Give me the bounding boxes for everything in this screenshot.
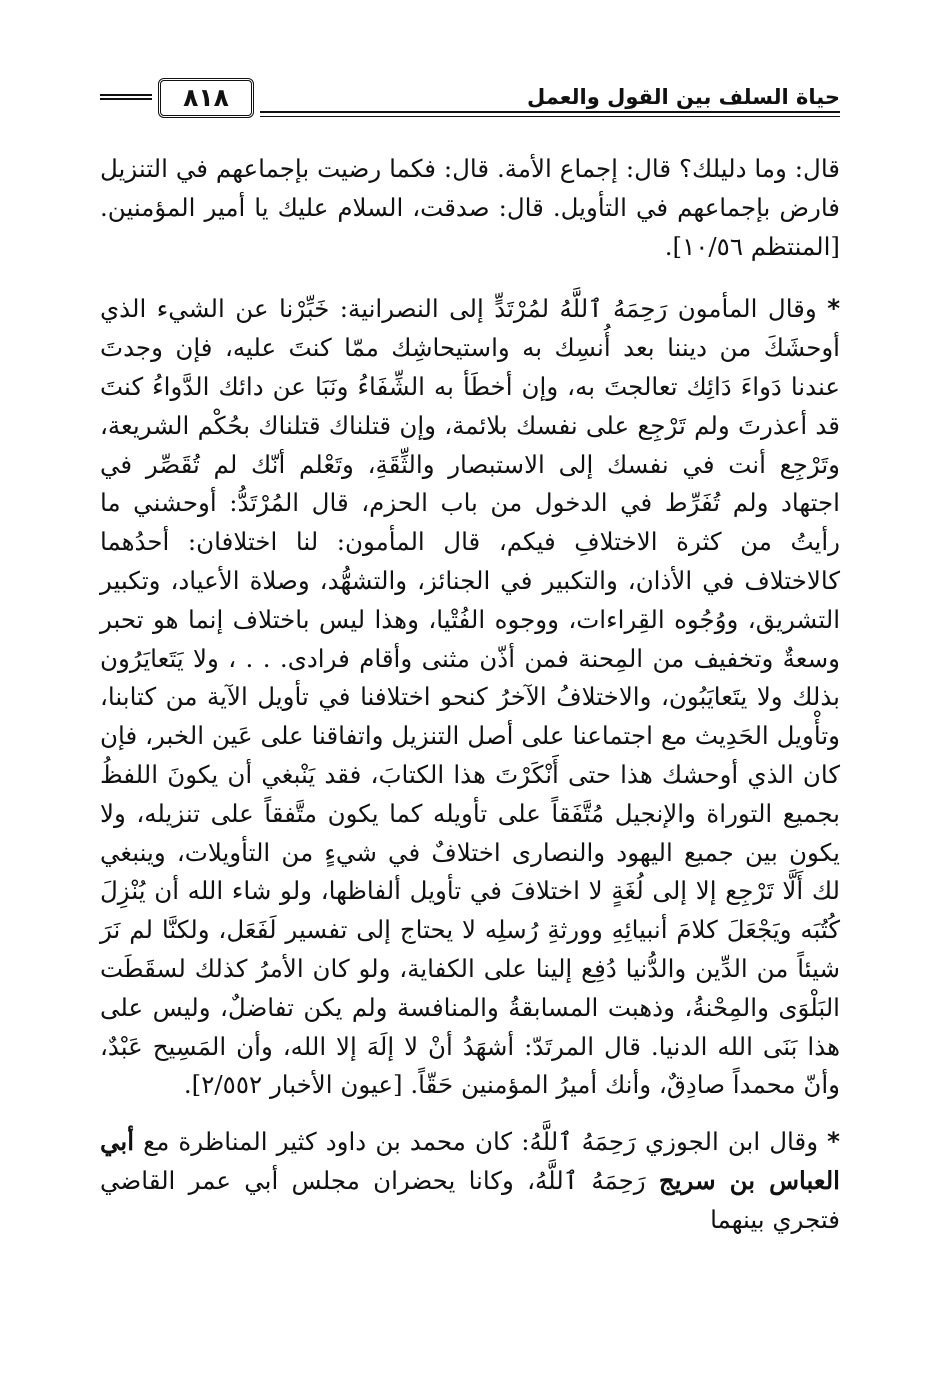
paragraph-3-text-b: رَحِمَهُ ٱللَّهُ، وكانا يحضران مجلس أبي عمر القاضي فتجري بينهما	[100, 1165, 840, 1234]
paragraph-1-text: قال: وما دليلك؟ قال: إجماع الأمة. قال: فكما رضيت بإجماعهم في التنزيل فارض بإجماعهم في التأويل. قال: صدقت، السلام عليك يا أمير المؤمنين.	[100, 154, 840, 222]
header-rule	[260, 111, 840, 117]
paragraph-3	[100, 1123, 840, 1239]
paragraph-2-text: وقال المأمون رَحِمَهُ ٱللَّهُ لمُرْتَدٍّ إلى النصرانية: خَبِّرْنا عن الشيء الذي أوحشَكَ من ديننا بعد أُنسِك به واستيحاشِك ممّا كنتَ عليه، فإن وجدتَ عندنا دَواءَ دَائِك تعالجتَ به، وإن أخطَأ به الشِّفَاءُ ونَبَا عن دائك الدَّواءُ كنتَ قد أعذرتَ ولم تَرْجِع على نفسك بلائمة، وإن قتلناك قتلناك بحُكْم الشريعة، وتَرْجِع أنت في نفسك إلى الاستبصار والثِّقَةِ، وتَعْلم أنّك لم تُقَصِّر في اجتهاد ولم تُفَرِّط في الدخول من باب الحزم، قال المُرْتَدُّ: أوحشني ما رأيتُ من كثرة الاختلافِ فيكم، قال المأمون: لنا اختلافان: أحدُهما كالاختلاف في الأذان، والتكبير في الجنائز، والتشهُّد، وصلاة الأعياد، وتكبير التشريق، ووُجُوه القِراءات، ووجوه الفُتْيا، وهذا ليس باختلاف إنما هو تحبر وسعةٌ وتخفيف من المِحنة فمن أذّن مثنى وأقام فرادى. . . ، ولا يَتَعايَرُون بذلك ولا يتَعايَبُون، والاختلافُ الآخرُ كنحو اختلافنا في تأويل الآية من كتابنا، وتأْويل الحَدِيث مع اجتماعنا على أصل التنزيل واتفاقنا على عَين الخبر، فإن كان الذي أوحشك هذا حتى أَنْكَرْتَ هذا الكتابَ، فقد يَنْبغي أن يكونَ اللفظُ بجميع التوراة والإنجيل مُتَّفَقاً على تأويله كما يكون متَّفقاً على تنزيله، ولا يكون بين جميع اليهود والنصارى اختلافٌ في شيءٍ من التأويلات، وينبغي لك أَلَّا تَرْجِع إلا إلى لُغَةٍ لا اختلافَ في تأويل ألفاظها، ولو شاء الله أن يُنْزِلَ كُتُبَه ويَجْعَلَ كلامَ أنبيائِهِ وورثةِ رُسلِه لا يحتاج إلى تفسير لَفَعَل، ولكنَّا لم نَرَ شيئاً من الدِّين والدُّنيا دُفِع إلينا على الكفاية، ولو كان الأمرُ كذلك لسقَطَت البَلْوَى والمِحْنةُ، وذهبت المسابقةُ والمنافسة ولم يكن تفاضلٌ، وليس على هذا بَنَى الله الدنيا. قال المرتَدّ: أشهَدُ أنْ لا إلَهَ إلا الله، وأن المَسِيح عَبْدٌ، وأنّ محمداً صادِقٌ، وأنك أميرُ المؤمنين حَقّاً.	[100, 294, 840, 1100]
paragraph-2	[100, 290, 840, 1105]
bullet-mark: *	[827, 1127, 840, 1157]
source-reference: [المنتظم ١٠/٥٦].	[664, 231, 840, 261]
running-title: حياة السلف بين القول والعمل	[526, 85, 840, 109]
bullet-mark: *	[827, 294, 841, 324]
source-reference: [عيون الأخبار ٢/٥٥٢].	[183, 1070, 403, 1100]
page-body	[100, 150, 840, 1240]
paragraph-3-text-a: وقال ابن الجوزي رَحِمَهُ ٱللَّهُ: كان محمد بن داود كثير المناظرة مع	[143, 1127, 819, 1157]
person-name: أبي العباس بن سريج	[100, 1127, 840, 1195]
page-header	[100, 78, 840, 128]
page-number: ٨١٨	[158, 78, 254, 118]
paragraph-1	[100, 150, 840, 266]
page-number-ornament	[100, 94, 152, 100]
